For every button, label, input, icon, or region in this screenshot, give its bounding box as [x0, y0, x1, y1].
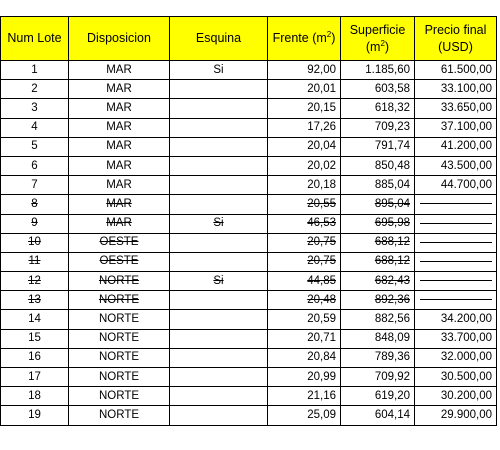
- cell-num-lote: [1, 252, 69, 271]
- cell-frente: [268, 310, 341, 329]
- cell-num-lote: [1, 118, 69, 137]
- cell-esquina: [170, 61, 268, 80]
- cell-esquina: [170, 195, 268, 214]
- cell-num-lote: [1, 99, 69, 118]
- cell-esquina: [170, 118, 268, 137]
- lot-frente: 20,04: [307, 140, 336, 153]
- table-row: [1, 387, 497, 406]
- cell-frente: [268, 329, 341, 348]
- cell-esquina: [170, 329, 268, 348]
- lot-number: 17: [28, 370, 41, 383]
- cell-precio: [415, 233, 497, 252]
- table-row: [1, 118, 497, 137]
- lot-number: 7: [31, 178, 38, 191]
- cell-precio: [415, 291, 497, 310]
- lot-precio: 43.500,00: [440, 159, 492, 172]
- header-precio-final: Precio final (USD): [415, 17, 497, 61]
- cell-precio: [415, 195, 497, 214]
- cell-frente: [268, 291, 341, 310]
- cell-superficie: [341, 272, 415, 291]
- cell-num-lote: [1, 176, 69, 195]
- cell-frente: [268, 214, 341, 233]
- cell-frente: [268, 195, 341, 214]
- cell-precio: [415, 348, 497, 367]
- cell-disposicion: [69, 118, 170, 137]
- cell-precio: [415, 406, 497, 425]
- cell-num-lote: [1, 406, 69, 425]
- cell-superficie: [341, 387, 415, 406]
- cell-disposicion: [69, 80, 170, 99]
- cell-esquina: [170, 252, 268, 271]
- unavailable-dash: [420, 261, 492, 262]
- cell-precio: [415, 310, 497, 329]
- lot-number: 5: [31, 140, 38, 153]
- cell-num-lote: [1, 272, 69, 291]
- cell-disposicion: [69, 214, 170, 233]
- header-num-lote: Num Lote: [1, 17, 69, 61]
- cell-frente: [268, 387, 341, 406]
- table-row-unavailable: [1, 214, 497, 233]
- cell-frente: [268, 137, 341, 156]
- lot-frente: 20,15: [307, 101, 336, 114]
- unavailable-dash: [420, 223, 492, 224]
- cell-num-lote: [1, 348, 69, 367]
- table-row: [1, 348, 497, 367]
- cell-superficie: [341, 156, 415, 175]
- lot-frente: 92,00: [307, 63, 336, 76]
- cell-num-lote: [1, 61, 69, 80]
- table-row: [1, 137, 497, 156]
- unavailable-dash: [420, 203, 492, 204]
- cell-num-lote: [1, 387, 69, 406]
- cell-precio: [415, 214, 497, 233]
- lot-superficie: 618,32: [374, 101, 410, 114]
- lot-number: 4: [31, 121, 38, 134]
- lot-superficie: 688,12: [374, 236, 410, 249]
- lot-superficie: 895,04: [374, 197, 410, 210]
- cell-esquina: [170, 310, 268, 329]
- lot-superficie: 791,74: [374, 140, 410, 153]
- lot-precio: 61.500,00: [440, 63, 492, 76]
- lot-disposicion: NORTE: [98, 351, 140, 364]
- cell-frente: [268, 80, 341, 99]
- lot-disposicion: MAR: [106, 121, 132, 134]
- lot-frente: 20,18: [307, 178, 336, 191]
- cell-superficie: [341, 310, 415, 329]
- lot-disposicion: NORTE: [98, 408, 140, 421]
- cell-disposicion: [69, 368, 170, 387]
- cell-superficie: [341, 291, 415, 310]
- header-superficie: Superficie $(m^2)$: [341, 17, 415, 61]
- lot-disposicion: NORTE: [98, 332, 140, 345]
- cell-num-lote: [1, 214, 69, 233]
- cell-superficie: [341, 195, 415, 214]
- table-row: [1, 368, 497, 387]
- cell-disposicion: [69, 329, 170, 348]
- lot-superficie: 892,36: [374, 293, 410, 306]
- lot-esquina: Si: [213, 217, 224, 230]
- table-row-unavailable: [1, 272, 497, 291]
- lot-superficie: 882,56: [374, 313, 410, 326]
- cell-frente: [268, 176, 341, 195]
- cell-frente: [268, 61, 341, 80]
- cell-precio: [415, 176, 497, 195]
- cell-precio: [415, 61, 497, 80]
- lot-superficie: 850,48: [374, 159, 410, 172]
- lot-disposicion: NORTE: [98, 389, 140, 402]
- cell-precio: [415, 387, 497, 406]
- cell-num-lote: [1, 80, 69, 99]
- lot-frente: 20,55: [307, 197, 336, 210]
- unavailable-dash: [420, 242, 492, 243]
- cell-superficie: [341, 368, 415, 387]
- lot-precio: 33.100,00: [440, 82, 492, 95]
- lot-disposicion: MAR: [106, 159, 132, 172]
- lot-disposicion: MAR: [106, 197, 132, 210]
- cell-esquina: [170, 348, 268, 367]
- cell-superficie: [341, 214, 415, 233]
- lot-disposicion: OESTE: [99, 236, 139, 249]
- lot-frente: 20,59: [307, 313, 336, 326]
- lot-superficie: 688,12: [374, 255, 410, 268]
- lot-frente: 20,48: [307, 293, 336, 306]
- cell-superficie: [341, 99, 415, 118]
- cell-superficie: [341, 348, 415, 367]
- lot-frente: 20,75: [307, 236, 336, 249]
- lot-superficie: 682,43: [374, 274, 410, 287]
- lot-superficie: 848,09: [374, 332, 410, 345]
- lot-frente: 20,84: [307, 351, 336, 364]
- cell-frente: [268, 406, 341, 425]
- table-row: [1, 156, 497, 175]
- table-row: [1, 310, 497, 329]
- cell-frente: [268, 156, 341, 175]
- cell-esquina: [170, 368, 268, 387]
- lot-precio: 33.700,00: [440, 332, 492, 345]
- cell-esquina: [170, 176, 268, 195]
- lot-number: 8: [31, 197, 38, 210]
- cell-disposicion: [69, 61, 170, 80]
- lot-number: 15: [28, 332, 41, 345]
- cell-precio: [415, 329, 497, 348]
- lot-esquina: Si: [213, 63, 224, 76]
- cell-num-lote: [1, 329, 69, 348]
- table-row: [1, 406, 497, 425]
- lot-frente: 21,16: [307, 389, 336, 402]
- cell-frente: [268, 252, 341, 271]
- lot-frente: 17,26: [307, 121, 336, 134]
- lot-number: 19: [28, 408, 41, 421]
- cell-disposicion: [69, 233, 170, 252]
- lot-number: 18: [28, 389, 41, 402]
- lot-disposicion: NORTE: [98, 313, 140, 326]
- lot-disposicion: OESTE: [99, 255, 139, 268]
- lot-superficie: 709,23: [374, 121, 410, 134]
- cell-frente: [268, 233, 341, 252]
- cell-num-lote: [1, 310, 69, 329]
- cell-frente: [268, 118, 341, 137]
- lot-precio: 33.650,00: [440, 101, 492, 114]
- cell-disposicion: [69, 272, 170, 291]
- lot-superficie: 885,04: [374, 178, 410, 191]
- cell-disposicion: [69, 137, 170, 156]
- cell-frente: [268, 99, 341, 118]
- lots-table: [0, 16, 497, 426]
- lot-number: 3: [31, 101, 38, 114]
- cell-disposicion: [69, 252, 170, 271]
- lot-disposicion: NORTE: [98, 293, 140, 306]
- lot-frente: 20,01: [307, 82, 336, 95]
- lot-disposicion: MAR: [106, 178, 132, 191]
- unavailable-dash: [420, 280, 492, 281]
- cell-superficie: [341, 137, 415, 156]
- table-row-unavailable: [1, 291, 497, 310]
- header-esquina: Esquina: [170, 17, 268, 61]
- lot-superficie: 604,14: [374, 408, 410, 421]
- cell-frente: [268, 368, 341, 387]
- lot-superficie: 1.185,60: [365, 63, 410, 76]
- lot-superficie: 619,20: [374, 389, 410, 402]
- cell-num-lote: [1, 291, 69, 310]
- cell-superficie: [341, 176, 415, 195]
- cell-precio: [415, 80, 497, 99]
- cell-esquina: [170, 156, 268, 175]
- lot-esquina: Si: [213, 274, 224, 287]
- lot-frente: 46,53: [307, 217, 336, 230]
- header-disposicion: Disposicion: [69, 17, 170, 61]
- table-row: [1, 61, 497, 80]
- cell-esquina: [170, 387, 268, 406]
- lot-precio: 29.900,00: [440, 408, 492, 421]
- lot-number: 16: [28, 351, 41, 364]
- lot-precio: 34.200,00: [440, 313, 492, 326]
- cell-num-lote: [1, 156, 69, 175]
- table-row-unavailable: [1, 233, 497, 252]
- cell-esquina: [170, 80, 268, 99]
- lot-precio: 30.200,00: [440, 389, 492, 402]
- lot-number: 6: [31, 159, 38, 172]
- cell-disposicion: [69, 195, 170, 214]
- lot-number: 1: [31, 63, 38, 76]
- lot-precio: 30.500,00: [440, 370, 492, 383]
- header-frente: Frente $(m^2)$: [268, 17, 341, 61]
- cell-superficie: [341, 406, 415, 425]
- table-body: [1, 61, 497, 426]
- cell-num-lote: [1, 137, 69, 156]
- cell-disposicion: [69, 156, 170, 175]
- lot-disposicion: MAR: [106, 140, 132, 153]
- cell-num-lote: [1, 195, 69, 214]
- cell-superficie: [341, 80, 415, 99]
- lot-precio: 37.100,00: [440, 121, 492, 134]
- lot-precio: 44.700,00: [440, 178, 492, 191]
- table-row: [1, 329, 497, 348]
- table-row: [1, 176, 497, 195]
- cell-precio: [415, 99, 497, 118]
- lot-disposicion: MAR: [106, 63, 132, 76]
- cell-frente: [268, 272, 341, 291]
- lot-frente: 44,85: [307, 274, 336, 287]
- lot-frente: 20,02: [307, 159, 336, 172]
- cell-precio: [415, 137, 497, 156]
- lot-frente: 25,09: [307, 408, 336, 421]
- cell-superficie: [341, 61, 415, 80]
- cell-esquina: [170, 233, 268, 252]
- lot-disposicion: MAR: [106, 101, 132, 114]
- cell-disposicion: [69, 310, 170, 329]
- lot-disposicion: MAR: [106, 82, 132, 95]
- lot-frente: 20,71: [307, 332, 336, 345]
- cell-precio: [415, 118, 497, 137]
- cell-disposicion: [69, 348, 170, 367]
- cell-esquina: [170, 291, 268, 310]
- table-row-unavailable: [1, 252, 497, 271]
- cell-precio: [415, 368, 497, 387]
- cell-disposicion: [69, 176, 170, 195]
- table-row: [1, 80, 497, 99]
- lot-precio: 41.200,00: [440, 140, 492, 153]
- cell-precio: [415, 272, 497, 291]
- lot-disposicion: NORTE: [98, 274, 140, 287]
- lot-number: 13: [28, 293, 41, 306]
- lot-frente: 20,75: [307, 255, 336, 268]
- header-row: [1, 17, 497, 61]
- cell-superficie: [341, 233, 415, 252]
- cell-esquina: [170, 406, 268, 425]
- unavailable-dash: [420, 299, 492, 300]
- cell-precio: [415, 156, 497, 175]
- cell-superficie: [341, 252, 415, 271]
- table-row-unavailable: [1, 195, 497, 214]
- lot-superficie: 709,92: [374, 370, 410, 383]
- table-row: [1, 99, 497, 118]
- lot-superficie: 603,58: [374, 82, 410, 95]
- cell-disposicion: [69, 387, 170, 406]
- lot-price-sheet: [0, 16, 497, 426]
- cell-frente: [268, 348, 341, 367]
- cell-precio: [415, 252, 497, 271]
- cell-superficie: [341, 329, 415, 348]
- cell-superficie: [341, 118, 415, 137]
- cell-disposicion: [69, 99, 170, 118]
- lot-disposicion: NORTE: [98, 370, 140, 383]
- lot-superficie: 695,98: [374, 217, 410, 230]
- cell-disposicion: [69, 406, 170, 425]
- lot-number: 11: [28, 255, 41, 268]
- lot-number: 2: [31, 82, 38, 95]
- cell-num-lote: [1, 368, 69, 387]
- cell-esquina: [170, 99, 268, 118]
- cell-disposicion: [69, 291, 170, 310]
- lot-number: 10: [28, 236, 41, 249]
- lot-frente: 20,99: [307, 370, 336, 383]
- lot-number: 9: [31, 217, 38, 230]
- cell-num-lote: [1, 233, 69, 252]
- lot-superficie: 789,36: [374, 351, 410, 364]
- lot-precio: 32.000,00: [440, 351, 492, 364]
- cell-esquina: [170, 137, 268, 156]
- cell-esquina: [170, 272, 268, 291]
- cell-esquina: [170, 214, 268, 233]
- lot-disposicion: MAR: [106, 217, 132, 230]
- lot-number: 14: [28, 313, 41, 326]
- lot-number: 12: [28, 274, 41, 287]
